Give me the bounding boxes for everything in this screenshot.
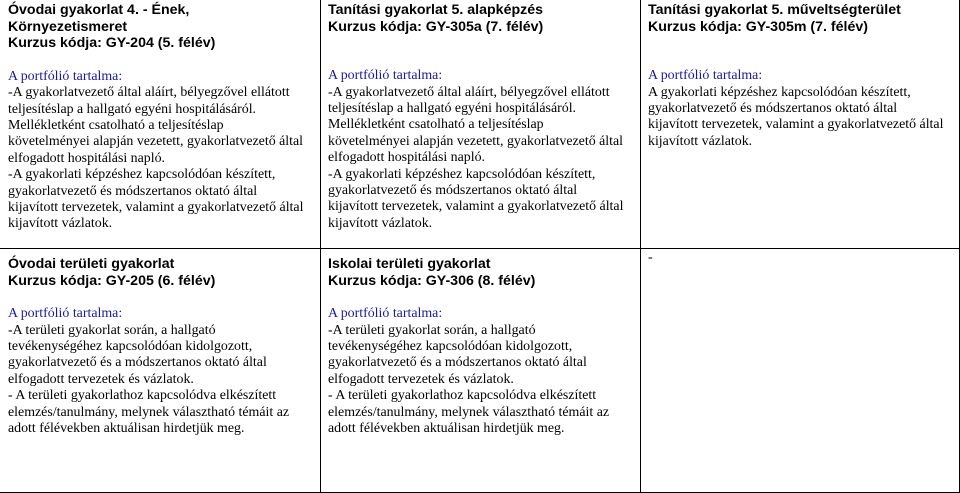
portfolio-line: elfogadott tervezetek és vázlatok.: [8, 371, 194, 387]
portfolio-line: teljesítéslap a hallgató egyéni hospitálásáról.: [8, 101, 257, 117]
course-code: Kurzus kódja: GY-204 (5. félév): [8, 35, 216, 52]
portfolio-line: A gyakorlati képzéshez kapcsolódóan készített,: [648, 84, 911, 100]
portfolio-line: gyakorlatvezető és a módszertanos oktató által: [8, 355, 267, 371]
portfolio-line: elfogadott hospitálási napló.: [8, 150, 166, 166]
portfolio-line: adott félévekben aktuálisan hirdetjük meg.: [8, 421, 245, 437]
portfolio-label: A portfólió tartalma:: [328, 306, 443, 322]
cell-tanitasi-gyakorlat-5-alapkepzes: [328, 2, 636, 232]
portfolio-line: tevékenységéhez kapcsolódóan kidolgozott,: [328, 339, 573, 354]
cell-iskolai-teruleti-gyakorlat: [328, 256, 636, 437]
portfolio-line: kijavított vázlatok.: [648, 133, 753, 149]
portfolio-label: A portfólió tartalma:: [328, 68, 443, 84]
course-title: Tanítási gyakorlat 5. műveltségterület: [648, 2, 901, 18]
column-divider: [640, 0, 641, 493]
portfolio-line: -A gyakorlati képzéshez kapcsolódóan készített,: [8, 167, 276, 183]
course-title: Környezetismeret: [8, 18, 128, 35]
portfolio-line: gyakorlatvezető és módszertanos oktató által: [648, 101, 898, 116]
portfolio-line: kijavított tervezetek, valamint a gyakorlatvezető által: [8, 200, 304, 216]
row-divider: [0, 248, 960, 249]
cell-ovodai-gyakorlat-4: [8, 2, 316, 233]
portfolio-line: Mellékletként csatolható a teljesítéslap: [328, 117, 544, 133]
portfolio-line: kijavított vázlatok.: [328, 215, 433, 231]
cell-tanitasi-gyakorlat-5-muveltsegterulet: [648, 2, 956, 150]
course-title: Iskolai területi gyakorlat: [328, 256, 491, 272]
empty-cell-dash: -: [648, 250, 653, 265]
portfolio-line: elemzés/tanulmány, melynek választható témáit az: [328, 404, 610, 420]
course-code: Kurzus kódja: GY-305a (7. félév): [328, 18, 544, 35]
portfolio-line: -A gyakorlati képzéshez kapcsolódóan készített,: [328, 166, 596, 182]
course-code: Kurzus kódja: GY-305m (7. félév): [648, 18, 868, 35]
portfolio-label: A portfólió tartalma:: [648, 68, 763, 84]
portfolio-line: -A gyakorlatvezető által aláírt, bélyegzővel ellátott: [8, 85, 290, 101]
portfolio-line: gyakorlatvezető és módszertanos oktató által: [328, 183, 578, 199]
portfolio-line: -A gyakorlatvezető által aláírt, bélyegzővel ellátott: [328, 84, 610, 100]
course-title: Tanítási gyakorlat 5. alapképzés: [328, 2, 544, 18]
portfolio-line: Mellékletként csatolható a teljesítéslap: [8, 118, 224, 133]
portfolio-line: elfogadott hospitálási napló.: [328, 150, 486, 166]
portfolio-line: -A területi gyakorlat során, a hallgató: [8, 322, 216, 338]
portfolio-line: - A területi gyakorlathoz kapcsolódva elkészített: [8, 388, 277, 404]
portfolio-line: -A területi gyakorlat során, a hallgató: [328, 322, 536, 338]
portfolio-line: teljesítéslap a hallgató egyéni hospitálásáról.: [328, 101, 577, 116]
portfolio-line: elemzés/tanulmány, melynek választható témáit az: [8, 404, 290, 420]
portfolio-line: kijavított tervezetek, valamint a gyakorlatvezető által: [648, 117, 944, 133]
portfolio-line: - A területi gyakorlathoz kapcsolódva elkészített: [328, 388, 597, 404]
portfolio-line: adott félévekben aktuálisan hirdetjük meg.: [328, 421, 565, 437]
course-title: Óvodai gyakorlat 4. - Ének,: [8, 2, 190, 18]
portfolio-line: kijavított tervezetek, valamint a gyakorlatvezető által: [328, 199, 624, 215]
column-divider: [320, 0, 321, 493]
portfolio-line: követelményei alapján vezetett, gyakorlatvezető által: [328, 133, 624, 149]
cell-ovodai-teruleti-gyakorlat: [8, 256, 316, 437]
course-code: Kurzus kódja: GY-306 (8. félév): [328, 272, 536, 289]
portfolio-label: A portfólió tartalma:: [8, 68, 123, 84]
course-code: Kurzus kódja: GY-205 (6. félév): [8, 272, 216, 289]
course-title: Óvodai területi gyakorlat: [8, 256, 175, 272]
portfolio-line: gyakorlatvezető és a módszertanos oktató által: [328, 355, 587, 371]
cell-empty-dash: [648, 250, 956, 266]
portfolio-line: elfogadott tervezetek és vázlatok.: [328, 371, 514, 387]
portfolio-line: kijavított vázlatok.: [8, 216, 113, 232]
portfolio-label: A portfólió tartalma:: [8, 306, 123, 322]
portfolio-line: gyakorlatvezető és módszertanos oktató által: [8, 183, 258, 199]
portfolio-line: követelményei alapján vezetett, gyakorlatvezető által: [8, 134, 304, 150]
portfolio-line: tevékenységéhez kapcsolódóan kidolgozott,: [8, 339, 253, 354]
